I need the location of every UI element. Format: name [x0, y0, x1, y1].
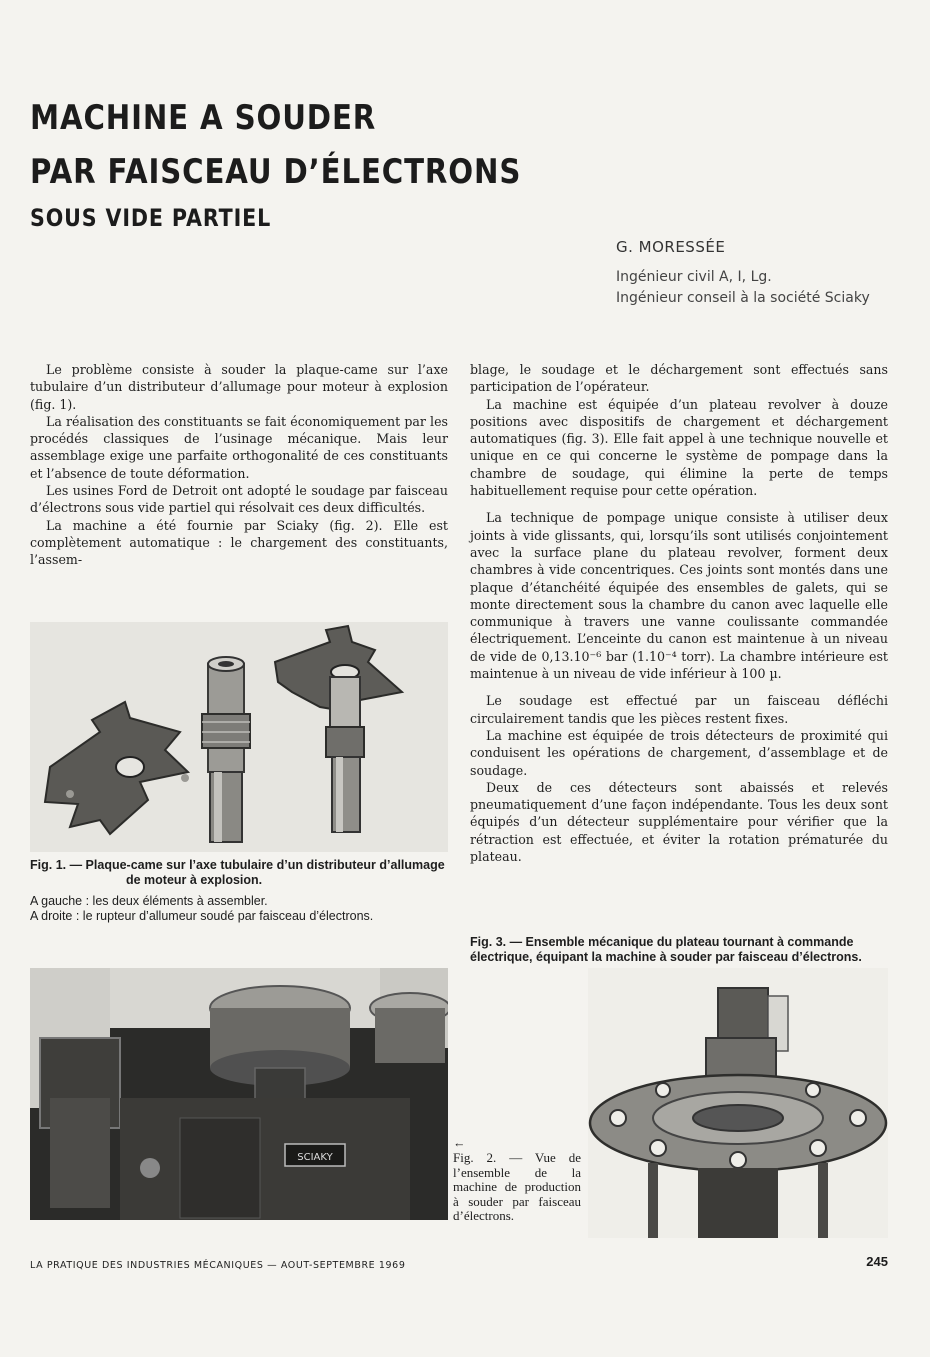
figure-1-caption-left: A gauche : les deux éléments à assembler. [30, 894, 268, 908]
figure-2-arrow: ← [453, 1136, 466, 1150]
figure-2-caption-text: Fig. 2. — Vue de l’ensemble de la machine de production à souder par faisceau d’électrons. [453, 1150, 581, 1223]
page-number: 245 [866, 1254, 888, 1269]
article-title-line-2: PAR FAISCEAU D’ÉLECTRONS [30, 152, 522, 192]
figure-1-photo [30, 622, 448, 852]
author-name: G. MORESSÉE [616, 238, 726, 256]
figure-1-caption-right: A droite : le rupteur d’allumeur soudé par faisceau d’électrons. [30, 909, 374, 923]
paragraph: Le problème consiste à souder la plaque-came sur l’axe tubulaire d’un distributeur d’allumage pour moteur à explosion (fig. 1). [30, 362, 448, 412]
paragraph: Le soudage est effectué par un faisceau défléchi circulairement tandis que les pièces restent fixes. [470, 693, 888, 726]
paragraph: La machine est équipée de trois détecteurs de proximité qui conduisent les opérations de chargement, d’assemblage et de soudage. [470, 727, 888, 778]
sciaky-nameplate: SCIAKY [297, 1152, 333, 1163]
turntable-illustration [588, 968, 888, 1238]
paragraph: La réalisation des constituants se fait économiquement par les procédés classiques de l’usinage mécanique. Mais leur assemblage exige une parfaite orthogonalité de ces constituants et l’absence de toute déformation. [30, 413, 448, 481]
article-title-line-1: MACHINE A SOUDER [30, 98, 377, 138]
welding-machine-illustration [30, 968, 448, 1220]
paragraph: Deux de ces détecteurs sont abaissés et relevés pneumatiquement d’une façon indépendante. Tous les deux sont équipés d’un détecteur supplémentaire pour vérifier que la rétraction est effectuée, et éviter la rotation prématurée du plateau. [470, 779, 888, 865]
footer-journal: LA PRATIQUE DES INDUSTRIES MÉCANIQUES — AOUT-SEPTEMBRE 1969 [30, 1260, 406, 1271]
figure-1-caption [30, 858, 448, 924]
author-title-2: Ingénieur conseil à la société Sciaky [616, 290, 870, 306]
figure-3-caption: Fig. 3. — Ensemble mécanique du plateau tournant à commande électrique, équipant la machine à souder par faisceau d’électrons. [470, 935, 862, 964]
left-column [30, 361, 448, 569]
paragraph: La machine est équipée d’un plateau revolver à douze positions avec dispositifs de chargement et déchargement automatiques (fig. 3). Elle fait appel à une technique nouvelle et unique en ce qui concerne le système de pompage dans la chambre de soudage, qui élimine la perte de temps habituellement requise pour cette opération. [470, 396, 888, 499]
figure-3-photo [588, 968, 888, 1238]
author-title-1: Ingénieur civil A, I, Lg. [616, 269, 772, 285]
figure-2-photo [30, 968, 448, 1220]
cam-parts-illustration [30, 622, 448, 852]
paragraph: Les usines Ford de Detroit ont adopté le soudage par faisceau d’électrons sous vide partiel qui résolvait ces deux difficultés. [30, 483, 448, 516]
figure-1-caption-title: Fig. 1. — Plaque-came sur l’axe tubulaire d’un distributeur d’allumage de moteur à explosion. [30, 858, 445, 887]
right-column [470, 361, 888, 865]
paragraph: blage, le soudage et le déchargement sont effectués sans participation de l’opérateur. [470, 362, 888, 395]
paragraph: La technique de pompage unique consiste à utiliser deux joints à vide glissants, qui, lorsqu’ils sont utilisés conjointement avec la surface plane du plateau revolver, forment deux chambres à vide concentriques. Ces joints sont montés dans une plaque d’étanchéité équipée des ensembles de galets, qui se monte directement sous la chambre du canon avec laquelle elle communique à travers une vanne coulissante commandée électriquement. L’enceinte du canon est maintenue à un niveau de vide de 0,13.10⁻⁶ bar (1.10⁻⁴ torr). La chambre intérieure est maintenue à un niveau de vide inférieur à 100 µ. [470, 510, 888, 682]
article-subtitle: SOUS VIDE PARTIEL [30, 204, 272, 232]
paragraph: La machine a été fournie par Sciaky (fig. 2). Elle est complètement automatique : le chargement des constituants, l’assem- [30, 517, 448, 568]
figure-2-caption [453, 1136, 581, 1224]
